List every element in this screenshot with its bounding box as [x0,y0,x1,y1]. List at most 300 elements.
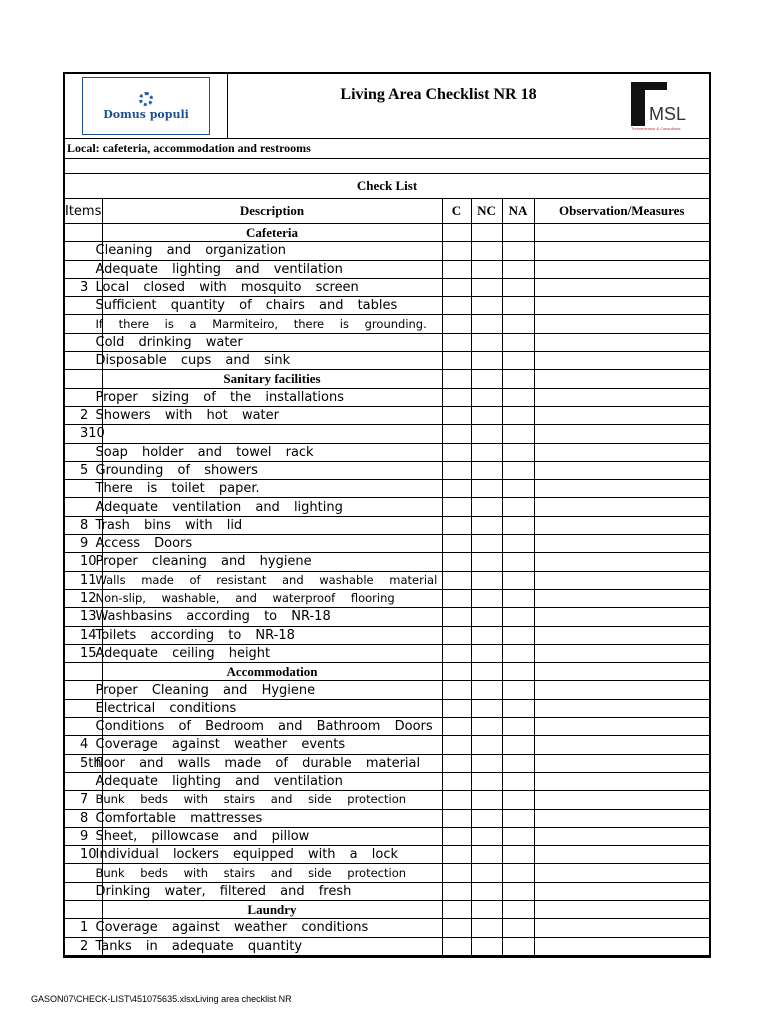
nc-checkbox-cell[interactable] [471,608,502,626]
na-checkbox-cell[interactable] [502,589,534,607]
item-description-cell [95,589,442,607]
c-checkbox-cell[interactable] [442,882,471,900]
checklist-table [65,199,709,956]
sheet-header [65,74,709,139]
item-description-cell [95,882,442,900]
item-description-cell [95,608,442,626]
nc-checkbox-cell[interactable] [471,242,502,260]
na-cell[interactable] [502,224,534,242]
nc-checkbox-cell[interactable] [471,937,502,955]
observation-input-cell[interactable] [534,443,709,461]
section-items-cell [65,224,102,242]
nc-cell[interactable] [471,224,502,242]
item-description-cell [95,480,442,498]
nc-checkbox-cell[interactable] [471,535,502,553]
table-row [65,498,709,516]
observation-input-cell[interactable] [534,681,709,699]
item-description-cell [95,846,442,864]
item-number [65,701,80,716]
item-number: 9 [80,536,89,552]
table-row [65,681,709,699]
c-checkbox-cell[interactable] [442,352,471,370]
item-number: 10 [80,554,97,570]
item-description-cell [95,919,442,937]
nc-checkbox-cell[interactable] [471,699,502,717]
item-description-cell [95,827,442,845]
observation-input-cell[interactable] [534,772,709,790]
na-checkbox-cell[interactable] [502,736,534,754]
item-number: 8 [80,517,89,533]
table-row [65,480,709,498]
na-checkbox-cell[interactable] [502,919,534,937]
item-description-cell [95,699,442,717]
nc-checkbox-cell[interactable] [471,772,502,790]
item-number: 310 [80,426,105,442]
item-number [65,298,80,313]
observation-input-cell[interactable] [534,589,709,607]
item-description: Coverage against weather events [95,737,346,753]
item-description-cell [95,772,442,790]
section-row [65,224,709,242]
na-checkbox-cell[interactable] [502,388,534,406]
item-description: Toilets according to NR-18 [95,627,295,643]
observation-input-cell[interactable] [534,644,709,662]
description-header: Description [102,199,442,224]
table-row [65,388,709,406]
nc-cell[interactable] [471,900,502,918]
item-description-cell [95,498,442,516]
na-checkbox-cell[interactable] [502,699,534,717]
c-checkbox-cell[interactable] [442,754,471,772]
gear-icon [139,92,153,106]
na-checkbox-cell[interactable] [502,827,534,845]
item-description: Adequate lighting and ventilation [95,261,343,277]
item-number [65,481,80,496]
observation-input-cell[interactable] [534,333,709,351]
nc-checkbox-cell[interactable] [471,644,502,662]
na-checkbox-cell[interactable] [502,553,534,571]
item-description-cell [95,626,442,644]
item-description: Conditions of Bedroom and Bathroom Doors [95,719,433,735]
observation-input-cell[interactable] [534,425,709,443]
observation-input-cell[interactable] [534,736,709,754]
item-description: Proper sizing of the installations [95,389,344,405]
table-row [65,754,709,772]
na-checkbox-cell[interactable] [502,937,534,955]
table-row [65,809,709,827]
nc-checkbox-cell[interactable] [471,498,502,516]
nc-checkbox-cell[interactable] [471,315,502,333]
c-checkbox-cell[interactable] [442,791,471,809]
table-row [65,443,709,461]
nc-checkbox-cell[interactable] [471,791,502,809]
item-number [65,390,80,405]
c-checkbox-cell[interactable] [442,480,471,498]
nc-checkbox-cell[interactable] [471,736,502,754]
observation-input-cell[interactable] [534,937,709,955]
table-row [65,608,709,626]
na-checkbox-cell[interactable] [502,260,534,278]
observation-cell[interactable] [534,900,709,918]
msl-logo-bar [631,82,667,90]
item-number: 11 [80,572,97,588]
item-description-cell [95,553,442,571]
item-description-cell [95,352,442,370]
na-checkbox-cell[interactable] [502,278,534,296]
item-number [65,243,80,258]
na-checkbox-cell[interactable] [502,315,534,333]
observation-input-cell[interactable] [534,699,709,717]
c-checkbox-cell[interactable] [442,498,471,516]
table-row [65,644,709,662]
c-checkbox-cell[interactable] [442,864,471,882]
c-checkbox-cell[interactable] [442,589,471,607]
c-checkbox-cell[interactable] [442,699,471,717]
na-checkbox-cell[interactable] [502,535,534,553]
observation-input-cell[interactable] [534,809,709,827]
logo-cell [65,74,228,138]
msl-logo-text: MSL [649,104,687,124]
table-row [65,352,709,370]
item-number [65,719,80,734]
item-description-cell [95,278,442,296]
c-checkbox-cell[interactable] [442,260,471,278]
nc-checkbox-cell[interactable] [471,516,502,534]
table-row [65,571,709,589]
item-description-cell [95,242,442,260]
na-checkbox-cell[interactable] [502,498,534,516]
nc-checkbox-cell[interactable] [471,388,502,406]
observation-input-cell[interactable] [534,406,709,424]
na-checkbox-cell[interactable] [502,443,534,461]
table-row [65,461,709,479]
c-checkbox-cell[interactable] [442,937,471,955]
na-checkbox-cell[interactable] [502,626,534,644]
item-description-cell [95,406,442,424]
observation-input-cell[interactable] [534,754,709,772]
nc-checkbox-cell[interactable] [471,260,502,278]
c-checkbox-cell[interactable] [442,242,471,260]
item-description: Cleaning and organization [95,243,287,259]
na-checkbox-cell[interactable] [502,480,534,498]
nc-checkbox-cell[interactable] [471,278,502,296]
c-checkbox-cell[interactable] [442,406,471,424]
na-checkbox-cell[interactable] [502,516,534,534]
c-checkbox-cell[interactable] [442,608,471,626]
table-row [65,516,709,534]
table-row [65,278,709,296]
item-description: Drinking water, filtered and fresh [95,883,352,899]
table-row [65,846,709,864]
nc-checkbox-cell[interactable] [471,553,502,571]
c-checkbox-cell[interactable] [442,571,471,589]
na-checkbox-cell[interactable] [502,882,534,900]
item-description-cell [95,388,442,406]
c-checkbox-cell[interactable] [442,315,471,333]
observation-input-cell[interactable] [534,718,709,736]
c-checkbox-cell[interactable] [442,718,471,736]
table-row [65,553,709,571]
c-checkbox-cell[interactable] [442,461,471,479]
item-description: Bunk beds with stairs and side protection [95,792,407,807]
section-items-cell [65,370,102,388]
c-checkbox-cell[interactable] [442,919,471,937]
na-cell[interactable] [502,900,534,918]
item-number [65,683,80,698]
msl-logo-subtitle: Treinamentos & Consultoria [631,126,681,131]
c-checkbox-cell[interactable] [442,516,471,534]
item-description: Trash bins with lid [95,517,243,533]
observation-cell[interactable] [534,370,709,388]
item-description-cell [95,809,442,827]
c-checkbox-cell[interactable] [442,846,471,864]
c-cell[interactable] [442,370,471,388]
na-checkbox-cell[interactable] [502,809,534,827]
item-description-cell [95,333,442,351]
c-header: C [442,199,471,224]
nc-checkbox-cell[interactable] [471,571,502,589]
observation-input-cell[interactable] [534,242,709,260]
nc-cell[interactable] [471,663,502,681]
section-title: Cafeteria [102,224,442,242]
c-checkbox-cell[interactable] [442,388,471,406]
observation-cell[interactable] [534,663,709,681]
item-description: Proper Cleaning and Hygiene [95,682,316,698]
section-title: Laundry [102,900,442,918]
table-row [65,772,709,790]
na-checkbox-cell[interactable] [502,571,534,589]
na-checkbox-cell[interactable] [502,846,534,864]
item-description-cell [95,644,442,662]
item-number [65,866,80,881]
blank-row [65,159,709,174]
table-row [65,242,709,260]
items-header: Items [65,199,102,224]
item-number: 9 [80,828,89,844]
item-description-cell [102,425,442,443]
c-checkbox-cell[interactable] [442,809,471,827]
c-checkbox-cell[interactable] [442,772,471,790]
table-row [65,333,709,351]
item-description: Local closed with mosquito screen [95,280,359,296]
na-checkbox-cell[interactable] [502,333,534,351]
na-checkbox-cell[interactable] [502,718,534,736]
item-description: Cold drinking water [95,334,243,350]
c-checkbox-cell[interactable] [442,553,471,571]
nc-checkbox-cell[interactable] [471,443,502,461]
c-checkbox-cell[interactable] [442,443,471,461]
observation-input-cell[interactable] [534,260,709,278]
observation-header: Observation/Measures [534,199,709,224]
table-row [65,315,709,333]
observation-input-cell[interactable] [534,480,709,498]
nc-cell[interactable] [471,370,502,388]
observation-input-cell[interactable] [534,846,709,864]
item-number: 3 [80,280,89,296]
nc-checkbox-cell[interactable] [471,425,502,443]
item-number: 15 [80,645,97,661]
item-description-cell [95,260,442,278]
item-description: Adequate ceiling height [95,645,271,661]
table-row [65,699,709,717]
nc-checkbox-cell[interactable] [471,589,502,607]
item-description: Tanks in adequate quantity [95,938,303,954]
observation-input-cell[interactable] [534,498,709,516]
observation-input-cell[interactable] [534,608,709,626]
item-description: Non-slip, washable, and waterproof flooring [95,591,395,606]
observation-input-cell[interactable] [534,297,709,315]
item-description-cell [95,937,442,955]
na-checkbox-cell[interactable] [502,681,534,699]
nc-checkbox-cell[interactable] [471,882,502,900]
item-description-cell [95,754,442,772]
c-cell[interactable] [442,900,471,918]
na-checkbox-cell[interactable] [502,425,534,443]
item-description-cell [95,791,442,809]
nc-checkbox-cell[interactable] [471,406,502,424]
nc-checkbox-cell[interactable] [471,827,502,845]
observation-input-cell[interactable] [534,388,709,406]
item-description: Sheet, pillowcase and pillow [95,828,310,844]
c-cell[interactable] [442,663,471,681]
na-checkbox-cell[interactable] [502,406,534,424]
item-description-cell [95,535,442,553]
c-checkbox-cell[interactable] [442,297,471,315]
nc-checkbox-cell[interactable] [471,864,502,882]
nc-checkbox-cell[interactable] [471,626,502,644]
c-checkbox-cell[interactable] [442,535,471,553]
item-description-cell [95,864,442,882]
nc-checkbox-cell[interactable] [471,846,502,864]
nc-checkbox-cell[interactable] [471,681,502,699]
observation-input-cell[interactable] [534,315,709,333]
table-row [65,919,709,937]
c-checkbox-cell[interactable] [442,736,471,754]
item-description-cell [95,315,442,333]
table-row [65,736,709,754]
na-checkbox-cell[interactable] [502,608,534,626]
na-checkbox-cell[interactable] [502,242,534,260]
na-checkbox-cell[interactable] [502,864,534,882]
item-description: Showers with hot water [95,408,279,424]
nc-checkbox-cell[interactable] [471,480,502,498]
c-checkbox-cell[interactable] [442,425,471,443]
observation-input-cell[interactable] [534,571,709,589]
nc-checkbox-cell[interactable] [471,333,502,351]
observation-input-cell[interactable] [534,352,709,370]
na-checkbox-cell[interactable] [502,352,534,370]
table-row [65,297,709,315]
item-description-cell [95,681,442,699]
table-row [65,626,709,644]
na-checkbox-cell[interactable] [502,791,534,809]
item-number: 10 [80,847,97,863]
c-checkbox-cell[interactable] [442,827,471,845]
page-title: Living Area Checklist NR 18 [340,86,537,103]
nc-checkbox-cell[interactable] [471,919,502,937]
c-checkbox-cell[interactable] [442,626,471,644]
item-description-cell [95,571,442,589]
nc-checkbox-cell[interactable] [471,718,502,736]
table-row [65,882,709,900]
item-description-cell [95,461,442,479]
table-row [65,864,709,882]
item-description: Access Doors [95,536,193,552]
file-path-footer: GASON07\CHECK-LIST\451075635.xlsxLiving area checklist NR [31,994,292,1004]
domus-populi-logo [82,77,210,135]
item-description-cell [95,297,442,315]
na-checkbox-cell[interactable] [502,754,534,772]
section-items-cell [65,663,102,681]
na-checkbox-cell[interactable] [502,644,534,662]
item-description-cell [95,718,442,736]
section-row [65,663,709,681]
item-number: 5 [80,463,89,478]
observation-input-cell[interactable] [534,791,709,809]
nc-checkbox-cell[interactable] [471,297,502,315]
nc-checkbox-cell[interactable] [471,352,502,370]
logo-left-text: Domus populi [103,107,189,121]
item-description: If there is a Marmiteiro, there is grounding. [95,316,427,331]
item-number: 2 [80,938,89,954]
observation-input-cell[interactable] [534,461,709,479]
na-checkbox-cell[interactable] [502,297,534,315]
item-number: 14 [80,627,97,643]
item-number [65,445,80,460]
item-number: 12 [80,591,97,607]
c-checkbox-cell[interactable] [442,333,471,351]
na-checkbox-cell[interactable] [502,772,534,790]
c-checkbox-cell[interactable] [442,644,471,662]
section-title: Accommodation [102,663,442,681]
table-row [65,718,709,736]
observation-input-cell[interactable] [534,827,709,845]
nc-checkbox-cell[interactable] [471,809,502,827]
section-row [65,370,709,388]
item-description: Individual lockers equipped with a lock [95,847,399,863]
observation-cell[interactable] [534,224,709,242]
na-cell[interactable] [502,370,534,388]
table-row [65,406,709,424]
na-checkbox-cell[interactable] [502,461,534,479]
column-header-row [65,199,709,224]
check-list-heading: Check List [65,174,709,199]
item-number: 7 [80,792,89,808]
observation-input-cell[interactable] [534,882,709,900]
observation-input-cell[interactable] [534,626,709,644]
c-checkbox-cell[interactable] [442,681,471,699]
observation-input-cell[interactable] [534,535,709,553]
item-number [65,317,80,332]
na-cell[interactable] [502,663,534,681]
observation-input-cell[interactable] [534,516,709,534]
observation-input-cell[interactable] [534,864,709,882]
table-row [65,425,709,443]
nc-checkbox-cell[interactable] [471,754,502,772]
c-checkbox-cell[interactable] [442,278,471,296]
nc-checkbox-cell[interactable] [471,461,502,479]
item-number: 4 [80,737,89,753]
nc-header: NC [471,199,502,224]
observation-input-cell[interactable] [534,919,709,937]
item-description: Disposable cups and sink [95,353,291,369]
observation-input-cell[interactable] [534,553,709,571]
c-cell[interactable] [442,224,471,242]
msl-logo [629,80,699,132]
observation-input-cell[interactable] [534,278,709,296]
item-number: 8 [80,810,89,826]
item-number [65,884,80,899]
